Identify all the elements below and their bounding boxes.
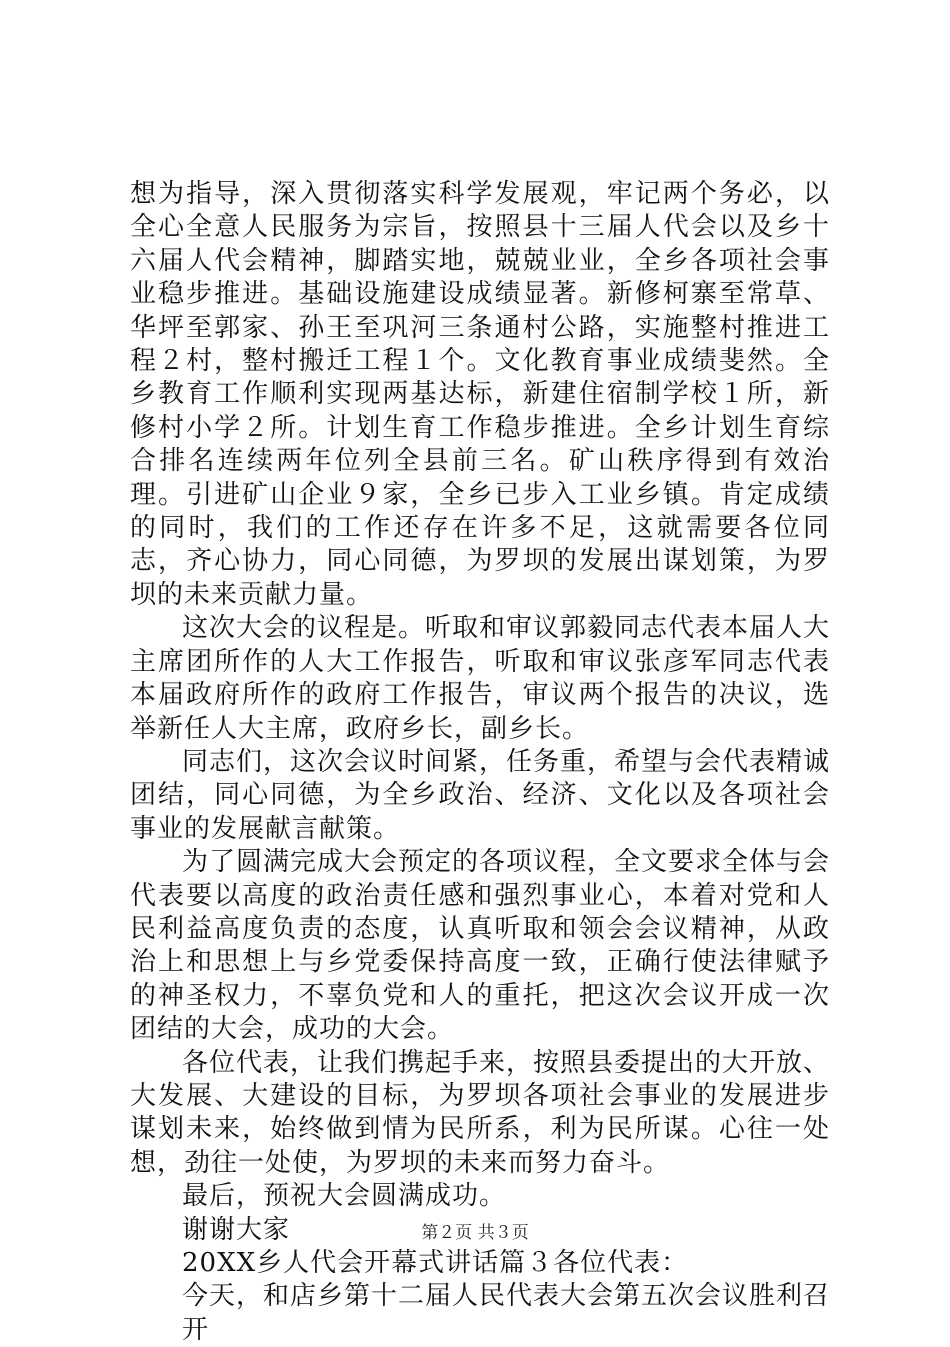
- paragraph-next-speech-opening: 今天，和店乡第十二届人民代表大会第五次会议胜利召开: [182, 1281, 831, 1345]
- paragraph-thanks: 谢谢大家: [182, 1214, 291, 1245]
- paragraph-achievements: 想为指导，深入贯彻落实科学发展观，牢记两个务必，以全心全意人民服务为宗旨，按照县十三届人代会以及乡十六届人代会精神，脚踏实地，兢兢业业，全乡各项社会事业稳步推进。基础设施建设成绩显著。新修柯寨至常草、华坪至郭家、孙王至巩河三条通村公路，实施整村推进工程２村，整村搬迁工程１个。文化教育事业成绩斐然。全乡教育工作顺利实现两基达标，新建住宿制学校１所，新修村小学２所。计划生育工作稳步推进。全乡计划生育综合排名连续两年位列全县前三名。矿山秩序得到有效治理。引进矿山企业９家，全乡已步入工业乡镇。肯定成绩的同时，我们的工作还存在许多不足，这就需要各位同志，齐心协力，同心同德，为罗坝的发展出谋划策，为罗坝的未来贡献力量。: [130, 179, 830, 610]
- paragraph-agenda: 这次大会的议程是。听取和审议郭毅同志代表本届人大主席团所作的人大工作报告，听取和审议张彦军同志代表本届政府所作的政府工作报告，审议两个报告的决议，选举新任人大主席，政府乡长，副乡长。: [130, 613, 831, 744]
- paragraph-section-heading: 20XX乡人代会开幕式讲话篇３各位代表：: [182, 1248, 689, 1278]
- paragraph-requirements: 为了圆满完成大会预定的各项议程，全文要求全体与会代表要以高度的政治责任感和强烈事业心，本着对党和人民利益高度负责的态度，认真听取和领会会议精神，从政治上和思想上与乡党委保持高度一致，正确行使法律赋予的神圣权力，不辜负党和人的重托，把这次会议开成一次团结的大会，成功的大会。: [130, 847, 831, 1045]
- paragraph-closing-wish: 最后，预祝大会圆满成功。: [182, 1181, 507, 1212]
- paragraph-call-to-action: 各位代表，让我们携起手来，按照县委提出的大开放、大发展、大建设的目标，为罗坝各项社会事业的发展进步谋划未来，始终做到情为民所系，利为民所谋。心往一处想，劲往一处使，为罗坝的未来而努力奋斗。: [130, 1047, 831, 1178]
- paragraph-comrades: 同志们，这次会议时间紧，任务重，希望与会代表精诚团结，同心同德，为全乡政治、经济、文化以及各项社会事业的发展献言献策。: [130, 746, 831, 844]
- document-body: [130, 178, 830, 1347]
- page-number-footer: 第２页 共３页: [421, 1223, 529, 1243]
